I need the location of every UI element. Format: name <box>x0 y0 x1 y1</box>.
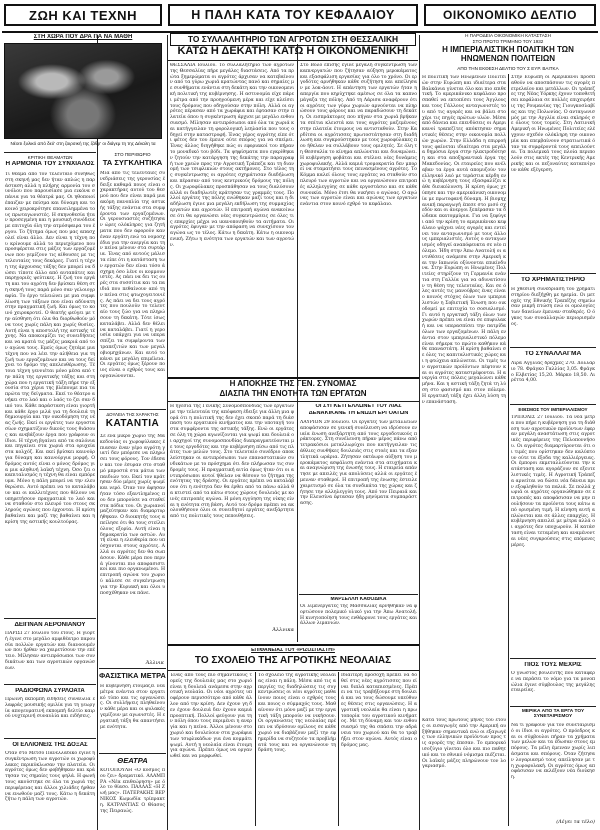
section-kicker: ΚΡΙΤΙΚΗ ΘΕΑΜΑΤΩΝ <box>27 155 73 160</box>
article-body-dinner: ΠΑΡΙΣΙ 27 Ιουλίου του έτους. Η γιορτή έγινε στο μεγάλο αμφιθέατρο παρουσία πολλών εργατών και διανοουμένων που ήρθαν να χαιρετίσουν την επέτειο. Μίλησαν αντιπρόσωποι των συνδικάτων και των αγροτικών οργανώσεων. <box>5 631 95 671</box>
headline-exchange: ΤΟ ΣΥΝΑΛΛΑΓΜΑ <box>524 351 582 357</box>
article-title-glory: ΟΙ ΕΛΛΙΟΝΕΙΣ ΤΗΣ ΔΟΞΑΣ <box>12 742 88 748</box>
article-title-theatres: ΘΕΑΤΡΑ <box>117 757 148 765</box>
article-body-econ-2: Στην Ευρώπη οι Αμερικανοί προσπαθούν να αποσπάσουν τις αγορές πετρελαίου και μετάλλων. Οι τράπεζες της Νέας Υόρκης έχουν τοποθετήσει κεφάλαια σε πολλές επιχειρήσεις της Ρουμανίας της Γιουγκοσλαβίας και της Πολωνίας. Ο ανταγωνισμός με την Αγγλία είναι σκληρός σε όλους τους τομείς. Στη Λατινική Αμερική οι Ηνωμένες Πολιτείες ελέγχουν σχεδόν ολόκληρη την οικονομία και επεμβαίνουν στρατιωτικά όταν τα συμφέροντά τους απειλούνται. Τα πολεμικά τους πλοία περιπολούν στις ακτές της Κεντρικής Αμερικής και οι πεζοναύτες καταπνίγουν κάθε εξέγερση. <box>511 75 595 173</box>
col2-kicker2: ΔΟΥΛΕΙΑ ΤΗΣ ΧΑΡΑΚΤΗΣ <box>106 412 159 417</box>
article-body-col2a: Μια από τις τελευταίες συνεδριάσεις της γερουσίας έδειξε καθαρά ποιος είναι ο χαρακτήρας αυτού του θεσμού που δεν είναι παρά μια ακόμη πανοπλία της αστικής τάξης ενάντια στα συμφέροντα των εργαζομένων. Οι γερουσιαστές συζήτησαν ώρες ολόκληρες για ζητήματα που δεν αφορούν κανέναν εργάτη ενώ τα νομοσχέδια για την ανεργία και την πείνα μένουν στα συρτάρια. Ένας από αυτούς μάλιστα είπε ότι η κατάσταση των εργατών δεν είναι τόσο άσχημη όσο λένε οι κομμουνιστές. Ας πάει να δει τις ουρές στα συσσίτια και τα παιδιά που πεθαίνουν από την πείνα στις φτωχογειτονιές. Ας πάει να δει τους αγρότες που πουλούν το τελευταίο τους ζώο για να πληρώσουν τη δεκάτη. Τότε ίσως καταλάβει. Αλλά δεν θέλει να καταλάβει. Γιατί η γερουσία υπάρχει για να υπερασπίζει τα συμφέροντα των τραπεζιτών και των μεγαλοβιομηχάνων. Και αυτό το κάνει με μεγάλη επιμέλεια. Οι εργάτες όμως ξέρουν ποιος είναι ο εχθρός τους και οργανώνονται. <box>100 171 165 379</box>
headline-pios: ΠΙΟΣ ΤΟΥΣ ΜΕΧΡΙΣ <box>524 662 582 668</box>
article-title-harmony: Η ΑΡΜΟΝΙΑ ΤΟΥ ΣΥΝΧΙΑΛΟΣ <box>5 161 95 167</box>
article-body-katantia: Σε ένα μικρό χωριό της Μακεδονίας οι χωροφύλακες έπιασαν έναν γέρο αγρότη γιατί δεν μπόρεσε να πληρώσει τους φόρους. Τον έδεσαν και τον έσυραν στο σταθμό μπροστά στα μάτια των παιδιών του. Εκεί τον κράτησαν δύο μέρες χωρίς ψωμί και νερό. Όταν τον άφησαν ήταν τόσο εξαντλημένος που δεν μπορούσε να σταθεί στα πόδια του. Οι χωριανοί μαζεύτηκαν και διαμαρτυρήθηκαν. Ο διοικητής τους απείλησε ότι θα τους στείλει όλους εξορία. Αυτή είναι η δημοκρατία των αστών. Αυτή είναι η ελευθερία που υπόσχονται στους αγρότες. Αλλά οι αγρότες δεν θα σωπάσουν. Κάθε μέρα που περνά γίνονται πιο αποφασιστικοί και πιο οργανωμένοι. Η επιτροπή αγώνα του χωριού κάλεσε σε συγκέντρωση για την Κυριακή και όλοι υποσχέθηκαν να πάνε. <box>100 434 165 596</box>
article-body-glory: Όταν στο Μετσο Πανελλαδικό έγινε η συγκέντρωση των αγροτών οι χωροφύλακες περικύκλωσαν την πλατεία. Οι αγρότες όμως δεν φοβήθηκαν και κράτησαν τις σημαίες τους ψηλά. Η φωνή τους ακούστηκε σε όλα τα χωριά της περιφέρειας και άλλοι χιλιάδες ήρθαν να ενωθούν μαζί τους. Κάτω η δεκάτη ζήτω η πάλη των αγροτών. <box>5 751 95 803</box>
article-body-exchange: Λίρα Αγγλίας δραχμές 270. Δολλάριο 78. Φράγκο Γαλλίας 3,05. Φράγκο Ελβετίας 15,20. Μάρκο 18,50. Λιρέττα 4,00. <box>511 361 595 384</box>
headline-gen-confederation: Η ΑΠΟΚΗΣΕ ΤΗΣ ΓΕΝ. ΣΥΝΟΜΑΣ <box>229 380 357 388</box>
headline-workers-union: ΟΙ ΣΥΓΚΕΤΙ ΕΛΛΩΝΕΤ ΤΟΥ ΛΙΑΣ <box>315 404 402 409</box>
article-photo <box>4 43 162 139</box>
headline-stock-exchange: ΤΟ ΧΡΗΜΑΤΙΣΤΗΡΙΟ <box>520 277 586 283</box>
article-body-cooperative: Να τι γράφουν για τον συνεταιρισμό οι ίδιοι οι αγρότες. Ο πρόεδρος και οι σύμβουλοι πήραν τα χρήματα των μελών και τα έδωσαν στους εμπόρους. Τα μέλη έμειναν χωρίς λιπάσματα και σπόρους. Όταν ζήτησαν λογαριασμό τους απείλησαν με τη χωροφυλακή. Οι αγρότες όμως αποφάσισαν να εκλέξουν νέα διοίκηση. <box>511 723 595 781</box>
kicker-rizospastis: ΕΠΙΦΑΝΕΙΑΣ ΤΟΥ «ΡΙΖΟΣΠΑΣΤΗ» <box>251 648 335 653</box>
photo-caption: Νέοιτι ξυλικό από δεύ' στη ζοιρσική της ζάθρ' οι διάγεμ τη της Δέκαλη τα <box>10 141 156 146</box>
article-title-fascist: ΦΑΣΙΣΤΙΚΑ ΜΕΤΡΑ <box>99 672 166 680</box>
article-body-union: ΛΑΥΡΙΟΝ 29 Ιουλίου. Οι εργάτες των μεταλλείων αποφάσισαν σε γενική συνέλευση να ιδρύσουν ενιαία ένωση ανεξάρτητη από τους εργοδοτικούς πράκτορες. Στη συνέλευση πήραν μέρος πάνω από τετρακόσιοι μεταλλωρύχοι που κατήγγειλαν τις άθλιες συνθήκες δουλειάς στις στοές και τα εξαντλητικά ωράρια. Ζήτησαν οκτάωρο αύξηση του μεροκάματος ασφάλιση ενάντια στα ατυχήματα και αναγνώριση της ένωσής τους. Η εταιρεία απάντησε με απειλές για απολύσεις αλλά οι εργάτες έμειναν σταθεροί. Η επιτροπή της ένωσης έστειλε χαιρετισμό σε όλα τα συνδικάτα της χώρας και ζήτησε την αλληλεγγύη τους. Από τον Πειραιά και την Ελευσίνα έφτασαν ήδη μηνύματα συμπαράστασης. <box>300 420 417 507</box>
article-body-econ-1b: Κατά τους πρώτους μήνες του έτους οι εισαγωγές από την Αμερική αυξήθηκαν σημαντικά ενώ οι εξαγωγές των ελληνικών προϊόντων προς τις αγορές της έπεσαν. Το εμπορικό ισοζύγιο γίνεται όλο και πιο παθητικό και το εθνικό νόμισμα πιέζεται. Οι λαϊκές μάζες πληρώνουν τον λογαριασμό. <box>422 718 506 770</box>
article-body-col1: Τι θέαμα από τον τελευταίο συνηθώς στη σκηνή μας δεν ήταν απλώς η παράσταση αλλά η πλήρης αρμονία του συνόλου που παρουσίασε μια εικόνα σπάνια για τα θέατρά μας. Οι ηθοποιοί έπαιζαν με πείσμα και δύναμη και το κοινό χειροκρότησε επανειλημμένα τους πρωταγωνιστές. Η σκηνοθεσία ήταν προσεγμένη και η μουσική συνόδευε με επιτυχία όλη την ατμόσφαιρα του έργου. Το ζήτημα όμως που μας απασχολεί είναι άλλο. Δεν είναι η τέχνη που κρίνουμε αλλά το περιεχόμενο που προσφέρεται στις μάζες των εργαζομένων που γεμίζουν τις αίθουσες με τις τελευταίες τους δεκάρες. Γιατί η τέχνη της άρχουσας τάξης δεν μπορεί να δώσει τίποτε άλλο από αυταπάτες και παρηγοριές ψεύτικες. Η ζωή του εργάτη και του αγρότη δεν βρίσκει θέση στη σκηνή τους παρά μόνο σαν γελοιογραφία. Το έργο τελειώνει με μια συμφιλίωση των τάξεων που είναι αδύνατη στην πραγματική ζωή. Και όμως το κοινό χειροκροτεί. Ο θεατής φεύγει με την αίσθηση ότι όλα θα διορθωθούν μόνα τους χωρίς πάλη και χωρίς θυσίες. Αυτή είναι η αποστολή της αστικής τέχνης. Να αποκοιμίζει τις συνειδήσεις και να κρατά τις μάζες μακριά από τον αγώνα τους. Εμείς όμως ζητάμε μια τέχνη που να λέει την αλήθεια για τη ζωή των εργαζομένων και να τους δείχνει το δρόμο της απελευθέρωσης. Τέτοια τέχνη γεννιέται μόνο μέσα από την πάλη της εργατικής τάξης και στη χώρα που η εργατική τάξη πήρε την εξουσία στα χέρια της βλέπουμε πια τα πρώτα της δείγματα. Εκεί το θέατρο ανήκει στο λαό και ο λαός το ζει σαν δικό του. Κάθε παράσταση είναι γιορτή και κάθε έργο μιλά για τη δουλειά τη δημιουργία και την οικοδόμηση της νέας ζωής. Εκεί οι εργάτες των εργοστασίων σχηματίζουν δικούς τους θιάσους και ανεβάζουν έργα που γράφουν οι ίδιοι. Η τέχνη βγαίνει από τα σαλόνια και πηγαίνει στα χωριά στα ορυχεία στα κολχόζ. Και εκεί βρίσκει καινούργια δύναμη και καινούργια μορφή. Ο δρόμος αυτός είναι ο μόνος δρόμος για μια αληθινή λαϊκή τέχνη. Όσο ζει ο καπιταλισμός η τέχνη θα είναι εμπόρευμα. Μόνο η πάλη μπορεί να την ελευθερώσει. Αυτό πρέπει να το καταλάβουν και οι καλλιτέχνες που θέλουν να υπηρετήσουν πραγματικά το λαό και να σταθούν στο πλευρό του στους σκληρούς αγώνες που έρχονται. Η κρίση βαθαίνει και μαζί της βαθαίνει και η κρίση της αστικής κουλτούρας. <box>5 172 95 525</box>
headline-imperialist-policy: Η ΙΜΠΕΡΙΑΛΙΣΤΙΚΗ ΠΟΛΙΤΙΚΗ ΤΩΝ ΗΝΩΜΕΝΩΝ ΠΟΛΙΤΕΙΩΝ <box>442 46 574 63</box>
article-body-imperialism: ΤΡΙΠΟΛΙΣ 27 Ιουλίου. Τα νέα μέτρα που πήρε η κυβέρνηση για τη διάθεση των αγροτικών προϊόντων έφεραν μεγάλη αναστάτωση στις αγροτικές περιφέρειες της Πελοποννήσου. Οι αγρότες διαμαρτύρονται ότι οι τιμές που ορίστηκαν δεν καλύπτουν ούτε τα έξοδα της καλλιέργειας. Οι έμποροι εκμεταλλεύονται την κατάσταση και αγοράζουν σε εξευτελιστικές τιμές. Η Αγροτική Τράπεζα αρνείται να δώσει νέα δάνεια πριν εξοφληθούν τα παλιά. Σε πολλά χωριά οι αγρότες οργανώθηκαν σε επιτροπές και αποφάσισαν να μην πουλήσουν τα προϊόντα τους κάτω από ορισμένη τιμή. Η κίνηση αυτή απλώνεται και σε άλλες επαρχίες. Η κυβέρνηση απειλεί με μέτρα αλλά οι αγρότες δεν υποχωρούν. Η κατάσταση είναι τεταμένη και αναμένονται νέες συγκρούσεις στις επόμενες μέρες. <box>511 415 595 548</box>
article-title-katantia: ΚΑΤΑΝΤΙΑ <box>105 419 160 429</box>
headline-down-with-tithe: ΚΑΤΩ Η ΔΕΚΑΤΗ! ΚΑΤΩ Η ΟΙΚΟΝΟΜΕΝΙΚΗ! <box>177 46 409 57</box>
closing-note: (Λέγει τα τέλο) <box>556 819 595 825</box>
headline-splits-unity: ΔΙΑΣΠΑ ΤΗΝ ΕΝΟΤΗΤΑ ΤΩΝ ΕΡΓΑΤΩΝ <box>219 390 367 398</box>
article-body-fascist: Η κυβέρνηση ετοιμάζει νέα μέτρα ενάντια στον εργατικό τύπο και τις οργανώσεις. Οι συλλήψεις πληθαίνουν κάθε μέρα και οι φυλακές γεμίζουν με αγωνιστές. Η εργατική τάξη θα απαντήσει με ενότητα. <box>100 684 165 730</box>
article-title-radio: ΡΑΔΙΟΦΩΝΑ ΣΥΡΛΟΑΤΑ <box>15 688 85 694</box>
kicker-imperialism: ΕΘΙΣΜΟΣ ΤΟΥ ΙΜΠΕΡΙΑΛΙΣΜΟΥ <box>518 407 588 412</box>
econ-kicker: Η ΠΑΡΟΔΕΙΑ ΟΙΚΟΝΟΜΙΚΗ ΚΑΤΑΣΤΑΣΗ <box>465 33 551 38</box>
small-headline: ΜΑΡΣΕΛΛΗ ΚΑΘΟΔΙΚΑ <box>330 597 387 602</box>
article-title-dinner: ΔΕΙΠΝΑΝ ΑΕΡΟΝΙΑΝΟΥ <box>14 622 86 628</box>
section-header-struggle: Η ΠΑΛΗ ΚΑΤΑ ΤΟΥ ΚΕΦΑΛΑΙΟΥ <box>168 4 418 26</box>
article-body-school-1: Ένας από τους πιο σημαντικούς τομείς της δουλειάς μας στο χωριό είναι η δουλειά ανάμεσα στην αγροτική νεολαία. Οι νέοι αγρότες υποφέρουν περισσότερο από κάθε άλλον από την κρίση. Δεν έχουν γη δεν έχουν δουλειά δεν έχουν καμιά προοπτική. Πολλοί φεύγουν για την πόλη όπου τους περιμένει η ανεργία και η πείνα. Άλλοι μένουν στο χωριό και δουλεύουν στα χωράφια των τσιφλικάδων για ένα κομμάτι ψωμί. Αυτή η νεολαία είναι έτοιμη για αγώνα. Πρέπει όμως να οργανωθεί και να μορφωθεί. <box>170 673 252 760</box>
article-body-stock: Η χθεσινή συνεδρίαση του χρηματιστηρίου διεξήχθη με ηρεμία. Οι μετοχές της Εθνικής Τραπέζης σημείωσαν μικρή πτώση ενώ οι ομολογίες των δανείων έμειναν σταθερές. Ο όγκος των συναλλαγών περιορισμένος. <box>511 287 595 327</box>
signature-center: Άλλνικα <box>272 627 294 633</box>
article-body-school-3: Ιδιαίτερη προσοχή πρέπει να δοθεί στις νέες αγρότισσες που είναι διπλά καταπιεσμένες. Πρέπει να τις τραβήξουμε στη δουλειά και να τους δώσουμε υπεύθυνες θέσεις στις οργανώσεις. Η αγροτική νεολαία θα είναι η πρωτοπορία του αγροτικού κινήματος. Με τη δύναμη και τον ενθουσιασμό της θα σπάσει την αδράνεια του χωριού και θα το τραβήξει στον αγώνα. Αυτός είναι ο δρόμος μας. <box>341 673 417 748</box>
article-body-radio: Πρωινή εκπομπή ειδήσεις συναυλία ελαφράς μουσικής ομιλία για τη γεωργία απογευματινή εκπομπή δελτίο καιρού νυχτερινή συναυλία και ειδήσεις. <box>5 697 95 720</box>
article-body-econ-1: Η πολιτική των Ηνωμένων Πολιτειών στην Ευρώπη και ιδιαίτερα στα Βαλκάνια γίνεται όλο και πιο επιθετική. Το αμερικάνικο κεφάλαιο προσπαθεί να εκτοπίσει τους Άγγλους και τους Γάλλους ανταγωνιστές του από τις αγορές και να βάλει στο χέρι τις πηγές πρώτων υλών. Μέσα από δάνεια και επενδύσεις οι Αμερικανοί τραπεζίτες απόκτησαν σημαντικές θέσεις στην οικονομία πολλών χωρών. Στην Ελλάδα η επιρροή τους φαίνεται ιδιαίτερα στα μεγάλα δημόσια έργα στην ηλεκτροδότηση και στα αποξηραντικά έργα της Μακεδονίας. Οι εταιρείες που ανέλαβαν τα έργα αυτά απομυζούν τον ελληνικό λαό με τεράστια κέρδη ενώ η κυβέρνηση τους εξασφαλίζει κάθε διευκόλυνση. Η κρίση όμως χτύπησε και την αμερικάνικη οικονομία με πρωτοφανή δύναμη. Η βιομηχανική παραγωγή έπεσε στο μισό σχεδόν και οι άνεργοι ξεπέρασαν τα δώδεκα εκατομμύρια. Για να ξεφύγει από την κρίση το αμερικάνικο κεφάλαιο ψάχνει νέες αγορές και εντείνει τον ανταγωνισμό με τους άλλους ιμπεριαλιστές. Αυτός ο ανταγωνισμός οδηγεί αναπόφευκτα σε νέο πόλεμο. Ήδη στην Άπω Ανατολή οι αντιθέσεις ανάμεσα στην Αμερική και την Ιαπωνία οξύνονται επικίνδυνα. Στην Ευρώπη οι Ηνωμένες Πολιτείες στηρίζουν τη Γερμανία ενάντια στη Γαλλία για να αδυνατίσουν τη θέση της τελευταίας. Και σε όλες αυτές τις μανούβρες ένας είναι ο κοινός στόχος όλων των ιμπεριαλιστών η Σοβιετική Ένωση που οικοδομεί με επιτυχία το σοσιαλισμό. Γι αυτό η εργατική τάξη όλων των χωρών πρέπει να είναι σε επιφυλακή και να υπερασπίσει την πατρίδα όλων των εργαζομένων. Η πάλη ενάντια στον ιμπεριαλιστικό πόλεμο είναι σήμερα το πρώτο καθήκον κάθε επαναστάτη. Η κρίση βαθαίνει σε όλες τις καπιταλιστικές χώρες και η φτώχεια απλώνεται. Οι τιμές των αγροτικών προϊόντων πέφτουν και οι αγρότες καταστρέφονται. Η ανεργία στις πόλεις μεγαλώνει κάθε μήνα. Και η αστική τάξη ζητά τη λύση στο φασισμό και στον πόλεμο. Η εργατική τάξη έχει άλλη λύση την επανάσταση. <box>422 75 506 405</box>
signature: Άλλνικ <box>145 660 164 666</box>
econ-byline: ΑΠΟ ΤΗΝ ΕΚΘΕΣΗ ΔΕΛΤΙΟ ΤΟΥ Σ ΕΥΡ. ΒΑΙΤΚΑ <box>457 66 559 71</box>
headline-rally: ΤΟ ΣΥΛΛΑΛΗΤΗΡΙΟ ΤΩΝ ΑΓΡΟΤΩΝ ΣΤΗ ΘΕΣΣΑΛΙΚΗ <box>170 33 416 46</box>
article-body-confederation: Η ηγεσία της Γενικής Συνομοσπονδίας των εργατών με την τελευταία της απόφαση έδειξε για άλλη μια φορά ότι η πολιτική της δεν έχει σκοπό παρά τη διάσπαση του εργατικού κινήματος και την υποταγή του στα συμφέροντα της αστικής τάξης. Ενώ οι εργάτες σε όλη τη χώρα αγωνίζονται για ψωμί και δουλειά οι αρχηγοί της συνομοσπονδίας διαπραγματεύονται με τους εργοδότες και την κυβέρνηση πίσω από τις πλάτες των μελών τους. Στο τελευταίο συνέδριο αποκλείστηκαν οι αντιπρόσωποι των επαναστατικών συνδικάτων με το πρόσχημα ότι δεν πλήρωσαν τις συνδρομές τους. Η πραγματική αιτία όμως ήταν ότι οι αντιπρόσωποι αυτοί ήθελαν να θέσουν το ζήτημα της ενότητας της δράσης. Οι εργάτες πρέπει να καταλάβουν ότι η ενότητα δεν θα έρθει από τα πάνω αλλά θα κτιστεί από τα κάτω στους χώρους δουλειάς με κοινές επιτροπές αγώνα. Η μόνη εγγύηση της νίκης είναι η ενότητα στη βάση. Αυτό τον δρόμο πρέπει να ακολουθήσουν όλοι οι συνειδητοί εργάτες ανεξάρτητα από τις πολιτικές τους πεποιθήσεις. <box>170 404 294 520</box>
article-body-center-right: Στο Βόλο επίσης έγινε μεγάλη συγκέντρωση των καπνεργατών που ζήτησαν αύξηση μεροκάματος και εξασφάλιση εργασίας για όλο το χρόνο. Οι εργοδότες αρνήθηκαν κάθε συζήτηση και απείλησαν με λοκ-άουτ. Η απάντηση των εργατών ήταν η απεργία που κηρύχτηκε αμέσως σε όλα τα καπνομάγαζα της πόλης. Από τη Λάρισα αναφέρουν ότι οι αγρότες των γύρω χωριών αρνούνται να πληρώσουν τους φόρους και να παραδώσουν τη δεκάτη. Οι εισπράκτορες που πήγαν στα χωριά βρήκαν τα σπίτια κλειστά και τους αγρότες μαζεμένους στην πλατεία έτοιμους να αντισταθούν. Στην Καρδίτσα οι αγρότισσες πρωτοστάτησαν στη διαδήλωση και συγκρούστηκαν με τους χωροφύλακες που ήθελαν να συλλάβουν τους ομιλητές. Σε όλη τη Θεσσαλία το κίνημα απλώνεται και δυναμώνει. Η κυβέρνηση φοβάται και στέλνει νέες δυνάμεις χωροφυλακής. Αλλά καμιά τρομοκρατία δεν μπορεί να σταματήσει τους πεινασμένους αγρότες. Το Κόμμα καλεί όλους τους εργάτες να σταθούν στο πλευρό των αγροτών και να οργανώσουν επιτροπές αλληλεγγύης σε κάθε εργοστάσιο και σε κάθε συνοικία. Μόνο έτσι θα νικήσει ο αγώνας. Ο αγώνας των αγροτών είναι και αγώνας των εργατών ενάντια στον κοινό εχθρό το κεφάλαιο. <box>300 63 417 208</box>
article-body-school-2: Το σχολείο της αγροτικής νεολαίας είναι η πάλη. Μέσα από τις απεργίες τις διαδηλώσεις τις συγκεντρώσεις οι νέοι αγρότες μαθαίνουν ποιος είναι ο εχθρός τους και ποιος ο σύμμαχός τους. Μαθαίνουν ότι μόνο μαζί με την εργατική τάξη μπορούν να νικήσουν. Οι οργανώσεις της νεολαίας πρέπει να ιδρύσουν ομίλους σε κάθε χωριό να διαβάζουν μαζί την εφημερίδα να συζητούν τα προβλήματά τους και να οργανώνουν τη δράση τους. <box>258 673 336 754</box>
article-title-synklitika: ΤΑ ΣΥΓΚΛΗΤΙΚΑ <box>102 159 163 167</box>
econ-kicker-b: ΣΤΟ ΠΡΩΤΟ ΤΡΙΜΗΝΟ ΤΟΥ 1932 <box>472 39 544 44</box>
section-header-economic-bulletin: ΟΙΚΟΝΟΜΙΚΟ ΔΕΛΤΙΟ <box>424 4 596 26</box>
article-body-pios: Ο γνωστός βουλευτής που κατάφερε να περάσει το νόμο για τα μονοπώλια έγινε σύμβουλος της μεγάλης εταιρείας. <box>511 671 595 694</box>
section-header-life-and-art: ΖΩΗ ΚΑΙ ΤΕΧΝΗ <box>4 4 162 26</box>
col2-kicker: ΣΤΟ ΠΕΡΙΘΩΡΙΟ <box>114 152 151 157</box>
col1-kicker: ΣΤΗ ΧΩΡΑ ΠΟΥ ΔΡΑ ΠΑ ΝΑ ΜΑΘΗ <box>33 34 133 40</box>
theatre-listings: ΚΟΤΟΠΟΥΛΗ «Ο κόσμος που ζει» δραματικό. ΑΛΑΜΠΡΑ «Νέα επιθεώρηση» με όλο το θίασο. ΠΑΛΛΑΣ «Η Ζωή μας». ΠΑΤΕΡΑΚΗΣ ΒΕΡΝΙΚΟΣ Κωμωδία τρίπρακτη. ΚΑΤΡΑΝΤΙΑΣ Ο Θίασος της Πειραιώς. <box>100 768 165 814</box>
headline-youth-school: ΤΟ ΣΧΟΛΕΙΟ ΤΗΣ ΑΓΡΟΤΙΚΗΣ ΝΕΟΛΑΙΑΣ <box>194 656 392 666</box>
article-body-small: Οι λιμενεργάτες της Μασσαλίας αρνήθηκαν να φορτώσουν πολεμικό υλικό για την Άπω Ανατολή. Η κινητοποίηση τους ενθάρρυνε τους εργάτες και άλλων λιμανιών. <box>300 604 417 627</box>
article-body-center-left: ΘΕΣΣΑΛΙΑ Ιουλίου. Το συλλαλητήριο των αγροτών της Θεσσαλίας πήρε μεγάλες διαστάσεις. Από τα πρώτα ξημερώματα οι αγρότες άρχισαν να κατεβαίνουν από τα γύρω χωριά κρατώντας πανό και σημαίες με συνθήματα ενάντια στη δεκάτη και την οικονομενική πολιτική της κυβέρνησης. Η αστυνομία είχε πάρει μέτρα από την προηγούμενη μέρα και είχε κλείσει τους δρόμους που οδηγούσαν στην πόλη. Αλλά οι αγρότες πέρασαν από τα χωράφια και έφτασαν στην πλατεία όπου η συγκέντρωση άρχισε με μεγάλο ενθουσιασμό. Μίλησαν αντιπρόσωποι από όλα τα χωριά και κατήγγειλαν τη φορολογική λεηλασία που τους οδηγεί στην καταστροφή. Ένας γέρος αγρότης είπε ότι φέτος δεν του έμεινε ούτε σπόρος για να σπείρει. Ένας άλλος διηγήθηκε πώς οι εφοριακοί του πήραν το μοναδικό του βόδι. Τα ψηφίσματα που εγκρίθηκαν ζητούν την κατάργηση της δεκάτης την παραγραφή των χρεών προς την Αγροτική Τράπεζα και τη διανομή των τσιφλικιών στους ακτήμονες. Στο τέλος της συγκέντρωσης οι αγρότες σχημάτισαν διαδήλωση και πέρασαν από τους κεντρικούς δρόμους της πόλης. Οι χωροφύλακες προσπάθησαν να τους διαλύσουν αλλά οι διαδηλωτές κράτησαν τις γραμμές τους. Πολλοί εργάτες της πόλης ενώθηκαν μαζί τους και η διαδήλωση έγινε μια μεγάλη εκδήλωση της συμμαχίας εργατών και αγροτών. Η επιτροπή αγώνα ανακοίνωσε ότι θα οργανώσει νέες συγκεντρώσεις σε όλες τις επαρχίες μέχρι να ικανοποιηθούν τα αιτήματα. Οι αγρότες έφυγαν με την απόφαση να συνεχίσουν τον αγώνα ως το τέλος. Κάτω η δεκάτη. Κάτω η οικονομενική. Ζήτω η ενότητα των εργατών και των αγροτών. <box>170 63 294 248</box>
headline-cooperative: ΜΕΡΙΚΑ ΑΠΟ ΤΑ ΕΡΓΑ ΤΟΥ ΣΥΝΕΤΑΙΡΙΣΜΟΥ <box>521 709 585 720</box>
headline-workers-union-b: ΔΕΝΑΚΙΚΑΝΕ ΤΗ ΕΝΩΣΗ ΕΡΓΟΑΤΩΝ <box>308 411 409 416</box>
